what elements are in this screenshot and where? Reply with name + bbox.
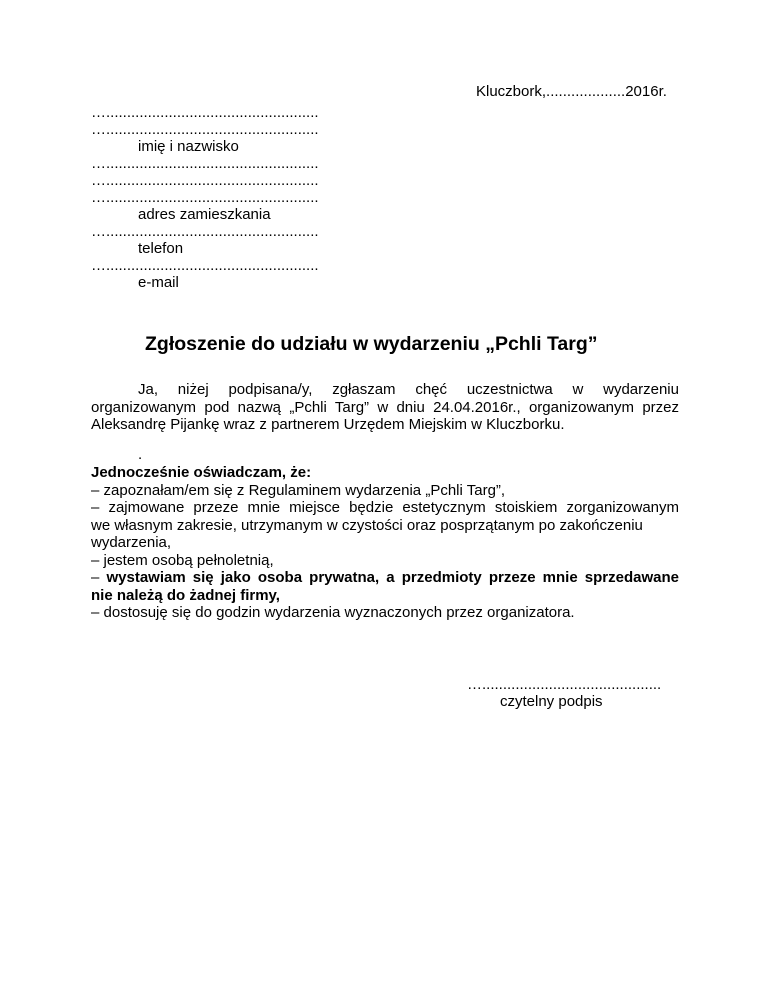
- address-label: adres zamieszkania: [138, 206, 271, 223]
- document-title: Zgłoszenie do udziału w wydarzeniu „Pchli Targ”: [145, 333, 598, 355]
- dotted-line-address-1: …...................................................: [91, 155, 319, 172]
- declarations-heading: Jednocześnie oświadczam, że:: [91, 464, 312, 481]
- declaration-item-4-line-1: [91, 569, 679, 587]
- declaration-item-3: – jestem osobą pełnoletnią,: [91, 551, 274, 569]
- declaration-item-1: – zapoznałam/em się z Regulaminem wydarzenia „Pchli Targ”,: [91, 481, 506, 499]
- signature-label: czytelny podpis: [500, 693, 603, 710]
- declaration-item-2-line-1: – zajmowane przeze mnie miejsce będzie estetycznym stoiskiem zorganizowanym: [91, 499, 679, 516]
- dotted-line-address-3: …...................................................: [91, 189, 319, 206]
- intro-line-3: Aleksandrę Pijankę wraz z partnerem Urzędem Miejskim w Kluczborku.: [91, 416, 565, 433]
- phone-label: telefon: [138, 240, 184, 257]
- intro-paragraph: [91, 381, 679, 434]
- intro-line-2: organizowanym pod nazwą „Pchli Targ” w dniu 24.04.2016r., organizowanym przez: [91, 398, 679, 416]
- email-label: e-mail: [138, 274, 179, 291]
- declaration-item-2-line-2: we własnym zakresie, utrzymanym w czystości oraz posprzątanym po zakończeniu: [91, 516, 643, 534]
- dotted-line-address-2: …...................................................: [91, 172, 319, 189]
- declaration-item-4-dash: –: [91, 569, 107, 586]
- declaration-item-4-text: wystawiam się jako osoba prywatna, a przedmioty przeze mnie sprzedawane: [106, 569, 679, 586]
- declaration-item-5: – dostosuję się do godzin wydarzenia wyznaczonych przez organizatora.: [91, 604, 575, 621]
- dotted-line-phone: …...................................................: [91, 223, 319, 240]
- name-label: imię i nazwisko: [138, 138, 239, 155]
- dotted-line-name-2: …...................................................: [91, 121, 319, 138]
- dotted-line-name-1: …...................................................: [91, 104, 319, 121]
- dotted-line-email: …...................................................: [91, 257, 319, 274]
- intro-line-1: Ja, niżej podpisana/y, zgłaszam chęć uczestnictwa w wydarzeniu: [138, 381, 679, 398]
- declaration-item-4-line-2: nie należą do żadnej firmy,: [91, 586, 280, 604]
- place-date: Kluczbork,...................2016r.: [476, 83, 667, 100]
- declaration-item-2-line-3: wydarzenia,: [91, 534, 172, 551]
- signature-dotted-line: …...........................................: [467, 676, 662, 693]
- declarations-block: [91, 464, 679, 622]
- stray-dot: .: [138, 446, 143, 463]
